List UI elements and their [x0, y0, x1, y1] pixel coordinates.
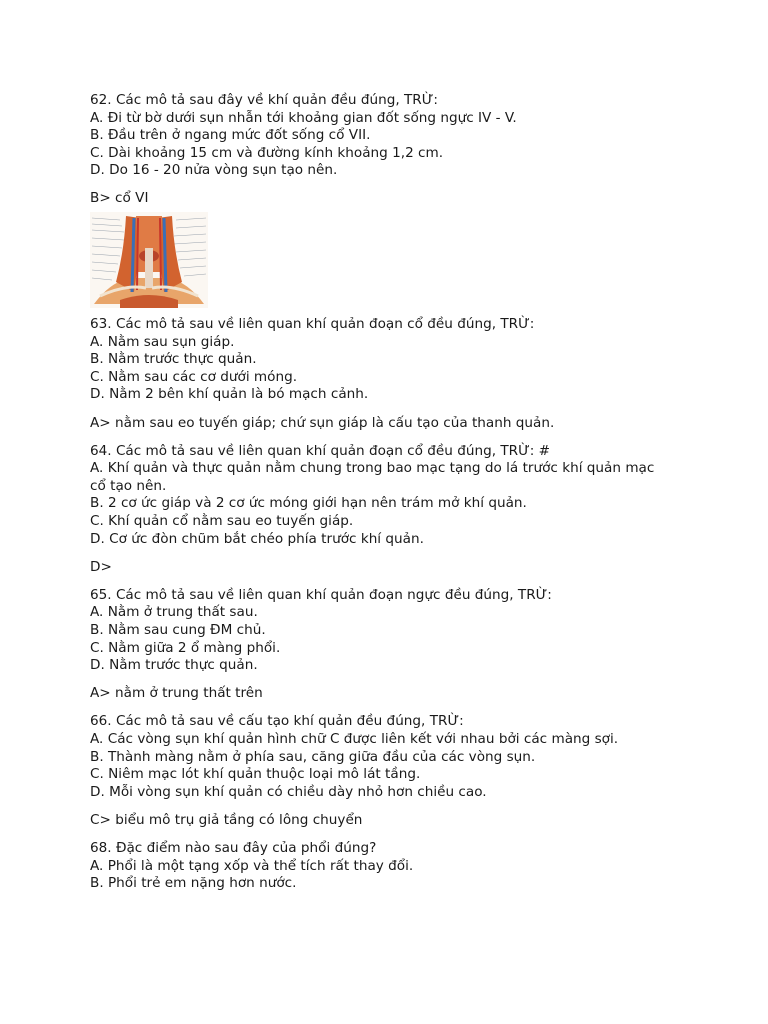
question-64	[90, 443, 690, 549]
option-d: D. Do 16 - 20 nửa vòng sụn tạo nên.	[90, 162, 338, 179]
option-d: D. Cơ ức đòn chũm bắt chéo phía trước khí quản.	[90, 530, 424, 547]
option-a: A. Đi từ bờ dưới sụn nhẫn tới khoảng gian đốt sống ngực IV - V.	[90, 109, 517, 126]
option-b: B. Nằm sau cung ĐM chủ.	[90, 621, 266, 638]
answer-63: A> nằm sau eo tuyến giáp; chứ sụn giáp là cấu tạo của thanh quản.	[90, 414, 555, 431]
answer-62: B> cổ VI	[90, 190, 149, 207]
option-b: B. Đầu trên ở ngang mức đốt sống cổ VII.	[90, 127, 371, 144]
answer-64: D>	[90, 558, 112, 575]
answer-66: C> biểu mô trụ giả tầng có lông chuyển	[90, 811, 363, 828]
question-stem: 63. Các mô tả sau về liên quan khí quản đoạn cổ đều đúng, TRỪ:	[90, 316, 535, 333]
question-stem: 66. Các mô tả sau về cấu tạo khí quản đều đúng, TRỪ:	[90, 713, 464, 730]
option-c: C. Nằm giữa 2 ổ màng phổi.	[90, 639, 281, 656]
neck-anatomy-illustration	[90, 212, 208, 308]
question-stem: 62. Các mô tả sau đây về khí quản đều đúng, TRỪ:	[90, 92, 438, 108]
answer-65: A> nằm ở trung thất trên	[90, 685, 263, 702]
option-a: A. Nằm sau sụn giáp.	[90, 333, 235, 350]
option-d: D. Mỗi vòng sụn khí quản có chiều dày nhỏ hơn chiều cao.	[90, 783, 487, 800]
option-b: B. 2 cơ ức giáp và 2 cơ ức móng giới hạn nên trám mở khí quản.	[90, 495, 527, 512]
option-c: C. Dài khoảng 15 cm và đường kính khoảng 1,2 cm.	[90, 144, 444, 161]
option-a: A. Phổi là một tạng xốp và thể tích rất thay đổi.	[90, 857, 414, 874]
question-66	[90, 713, 690, 801]
option-c: C. Khí quản cổ nằm sau eo tuyến giáp.	[90, 513, 354, 529]
option-b: B. Nằm trước thực quản.	[90, 351, 257, 368]
option-b: B. Phổi trẻ em nặng hơn nước.	[90, 875, 297, 892]
option-a: A. Khí quản và thực quản nằm chung trong bao mạc tạng do lá trước khí quản mạc cổ tạo nên.	[90, 460, 655, 494]
option-a: A. Các vòng sụn khí quản hình chữ C được liên kết với nhau bởi các màng sợi.	[90, 730, 619, 747]
option-d: D. Nằm 2 bên khí quản là bó mạch cảnh.	[90, 386, 369, 403]
option-b: B. Thành màng nằm ở phía sau, căng giữa đầu của các vòng sụn.	[90, 748, 536, 765]
option-d: D. Nằm trước thực quản.	[90, 657, 258, 674]
option-c: C. Niêm mạc lót khí quản thuộc loại mô lát tầng.	[90, 766, 421, 783]
question-stem: 65. Các mô tả sau về liên quan khí quản đoạn ngực đều đúng, TRỪ:	[90, 586, 552, 603]
option-a: A. Nằm ở trung thất sau.	[90, 604, 258, 621]
question-63	[90, 316, 690, 404]
question-stem: 68. Đặc điểm nào sau đây của phổi đúng?	[90, 839, 377, 856]
question-stem: 64. Các mô tả sau về liên quan khí quản đoạn cổ đều đúng, TRỪ: #	[90, 442, 551, 459]
question-65	[90, 587, 690, 675]
document-content	[90, 92, 690, 903]
option-c: C. Nằm sau các cơ dưới móng.	[90, 368, 298, 385]
question-62	[90, 92, 690, 180]
question-68	[90, 840, 690, 893]
